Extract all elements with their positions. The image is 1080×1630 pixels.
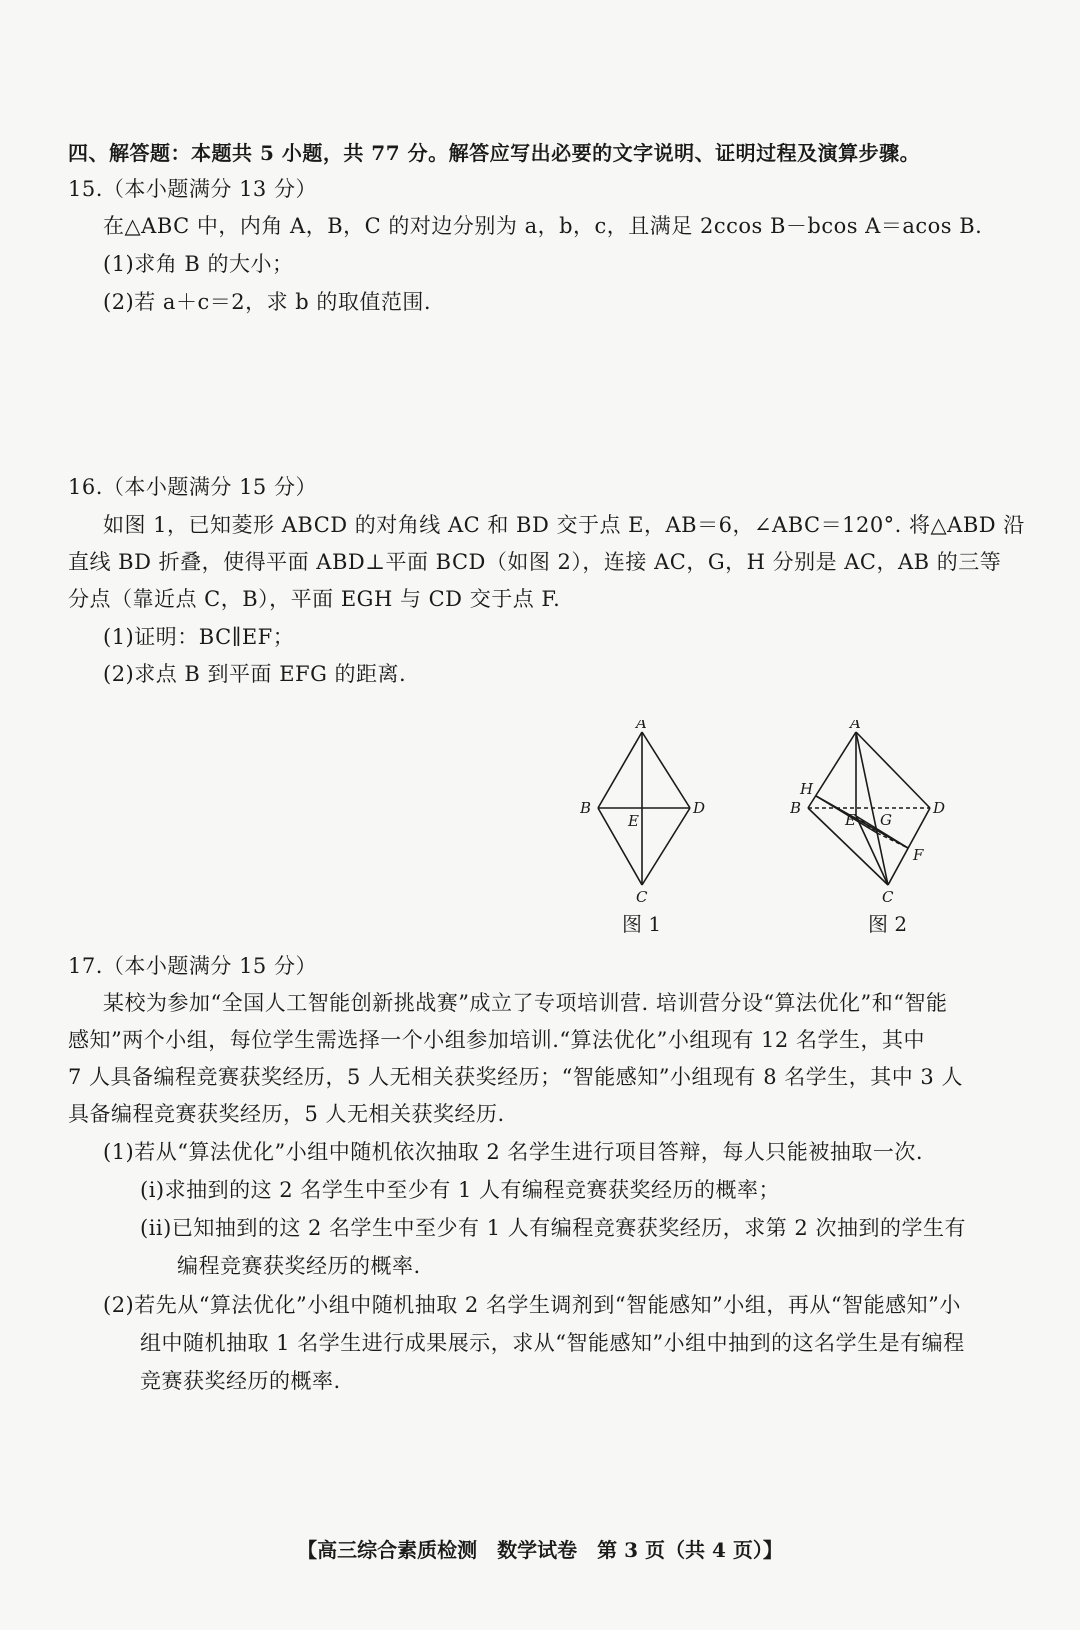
q17-part-2-cont: 竞赛获奖经历的概率. — [140, 1369, 341, 1393]
figure-1-caption: 图 1 — [622, 912, 662, 936]
q16-stem-line: 分点（靠近点 C，B），平面 EGH 与 CD 交于点 F. — [68, 587, 561, 611]
q16-title: 16.（本小题满分 15 分） — [68, 475, 317, 499]
edge-ab — [598, 732, 642, 808]
edge-ad — [642, 732, 690, 808]
page-footer: 【高三综合素质检测 数学试卷 第 3 页（共 4 页）】 — [297, 1538, 783, 1562]
q17-stem-line: 具备编程竞赛获奖经历，5 人无相关获奖经历. — [68, 1102, 505, 1126]
label-d: D — [693, 799, 706, 817]
q17-part-1: (1)若从“算法优化”小组中随机依次抽取 2 名学生进行项目答辩，每人只能被抽取一次. — [103, 1140, 924, 1164]
q17-title: 17.（本小题满分 15 分） — [68, 954, 317, 978]
figure-2-diagram — [790, 720, 980, 920]
figure-2-caption: 图 2 — [868, 912, 908, 936]
label-a: A — [850, 720, 861, 732]
section-header: 四、解答题：本题共 5 小题，共 77 分。解答应写出必要的文字说明、证明过程及演算步骤。 — [68, 141, 921, 165]
label-e: E — [628, 812, 639, 830]
label-a: A — [636, 720, 647, 732]
q16-part-1: (1)证明：BC∥EF； — [103, 625, 295, 649]
figure-1 — [580, 720, 730, 920]
q17-stem-line: 感知”两个小组，每位学生需选择一个小组参加培训.“算法优化”小组现有 12 名学生，其中 — [68, 1028, 925, 1052]
label-h: H — [800, 780, 814, 798]
q17-stem-line: 某校为参加“全国人工智能创新挑战赛”成立了专项培训营. 培训营分设“算法优化”和“智能 — [103, 991, 948, 1015]
edge-dc — [642, 808, 690, 885]
label-c: C — [636, 888, 648, 906]
q17-part-2: (2)若先从“算法优化”小组中随机抽取 2 名学生调剂到“智能感知”小组，再从“智能感知”小 — [103, 1293, 961, 1317]
label-c: C — [882, 888, 894, 906]
q16-stem-line: 如图 1，已知菱形 ABCD 的对角线 AC 和 BD 交于点 E，AB＝6，∠ABC＝120°. 将△ABD 沿 — [103, 513, 1025, 537]
q16-stem-line: 直线 BD 折叠，使得平面 ABD⊥平面 BCD（如图 2），连接 AC，G，H 分别是 AC，AB 的三等 — [68, 550, 1002, 574]
label-e: E — [845, 811, 856, 829]
segment-gf-hidden — [877, 833, 908, 848]
label-b: B — [580, 799, 592, 817]
edge-ab — [808, 732, 856, 808]
edge-dc — [888, 808, 930, 885]
q17-part-1-ii-cont: 编程竞赛获奖经历的概率. — [177, 1254, 421, 1278]
q16-part-2: (2)求点 B 到平面 EFG 的距离. — [103, 662, 407, 686]
figure-1-diagram — [580, 720, 730, 920]
q15-title: 15.（本小题满分 13 分） — [68, 177, 317, 201]
edge-ad — [856, 732, 930, 808]
q15-part-1: (1)求角 B 的大小； — [103, 252, 294, 276]
q17-stem-line: 7 人具备编程竞赛获奖经历，5 人无相关获奖经历；“智能感知”小组现有 8 名学生，其中 3 人 — [68, 1065, 963, 1089]
q17-part-1-i: (i)求抽到的这 2 名学生中至少有 1 人有编程竞赛获奖经历的概率； — [140, 1178, 781, 1202]
label-f: F — [913, 846, 924, 864]
q17-part-2-cont: 组中随机抽取 1 名学生进行成果展示，求从“智能感知”小组中抽到的这名学生是有编程 — [140, 1331, 965, 1355]
q17-part-1-ii: (ii)已知抽到的这 2 名学生中至少有 1 人有编程竞赛获奖经历，求第 2 次抽到的学生有 — [140, 1216, 966, 1240]
label-d: D — [933, 799, 946, 817]
q15-part-2: (2)若 a＋c＝2，求 b 的取值范围. — [103, 290, 432, 314]
label-g: G — [880, 811, 892, 829]
label-b: B — [790, 799, 802, 817]
q15-stem: 在△ABC 中，内角 A，B，C 的对边分别为 a，b，c，且满足 2ccos B－bcos A＝acos B. — [103, 214, 983, 238]
figure-2 — [790, 720, 980, 920]
